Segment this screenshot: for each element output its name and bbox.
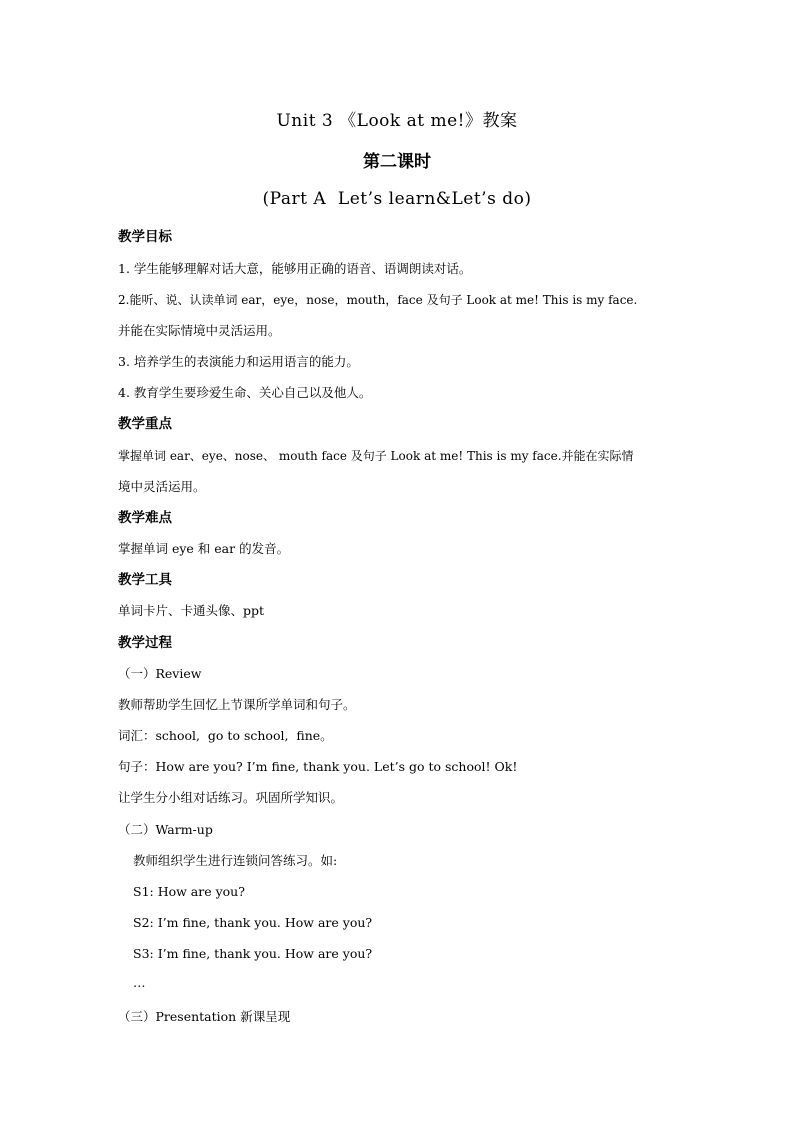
part-subtitle: (Part A Let’s learn&Let’s do) [262, 189, 532, 209]
objective-item: 并能在实际情境中灵活运用。 [118, 323, 281, 338]
key-point-line: 境中灵活运用。 [118, 479, 206, 494]
tools-text: 单词卡片、卡通头像、ppt [118, 603, 265, 618]
warmup-line: S1: How are you? [133, 884, 245, 899]
objective-item: 4. 教育学生要珍爱生命、关心自己以及他人。 [118, 385, 372, 400]
review-line: 句子：How are you? I’m fine, thank you. Let’s go to school! Ok! [118, 759, 518, 774]
objectives-heading: 教学目标 [118, 229, 172, 245]
key-points-heading: 教学重点 [118, 416, 172, 432]
objective-item: 1. 学生能够理解对话大意，能够用正确的语音、语调朗读对话。 [118, 261, 472, 276]
objective-item: 2.能听、说、认读单词 ear，eye，nose，mouth，face 及句子 Look at me! This is my face. [118, 293, 638, 307]
review-line: 让学生分小组对话练习。巩固所学知识。 [118, 790, 344, 805]
warmup-line: S2: I’m fine, thank you. How are you? [133, 915, 373, 930]
difficulty-text: 掌握单词 eye 和 ear 的发音。 [118, 541, 290, 556]
tools-heading: 教学工具 [118, 572, 172, 588]
process-heading: 教学过程 [118, 635, 172, 651]
presentation-label: （三）Presentation 新课呈现 [118, 1009, 291, 1024]
document-title: Unit 3 《Look at me!》教案 [276, 111, 518, 131]
warmup-line: S3: I’m fine, thank you. How are you? [133, 946, 373, 961]
objective-item: 3. 培养学生的表演能力和运用语言的能力。 [118, 354, 359, 369]
warmup-line: 教师组织学生进行连锁问答练习。如: [133, 853, 338, 868]
warmup-line: … [133, 975, 146, 990]
review-line: 教师帮助学生回忆上节课所学单词和句子。 [118, 697, 356, 712]
review-line: 词汇：school, go to school, fine。 [118, 728, 333, 743]
review-label: （一）Review [118, 666, 202, 681]
key-point-line: 掌握单词 ear、eye、nose、 mouth face 及句子 Look at me! This is my face.并能在实际情 [118, 449, 634, 463]
warmup-label: （二）Warm-up [118, 822, 213, 837]
lesson-subtitle: 第二课时 [363, 152, 431, 172]
difficulty-heading: 教学难点 [118, 510, 172, 526]
